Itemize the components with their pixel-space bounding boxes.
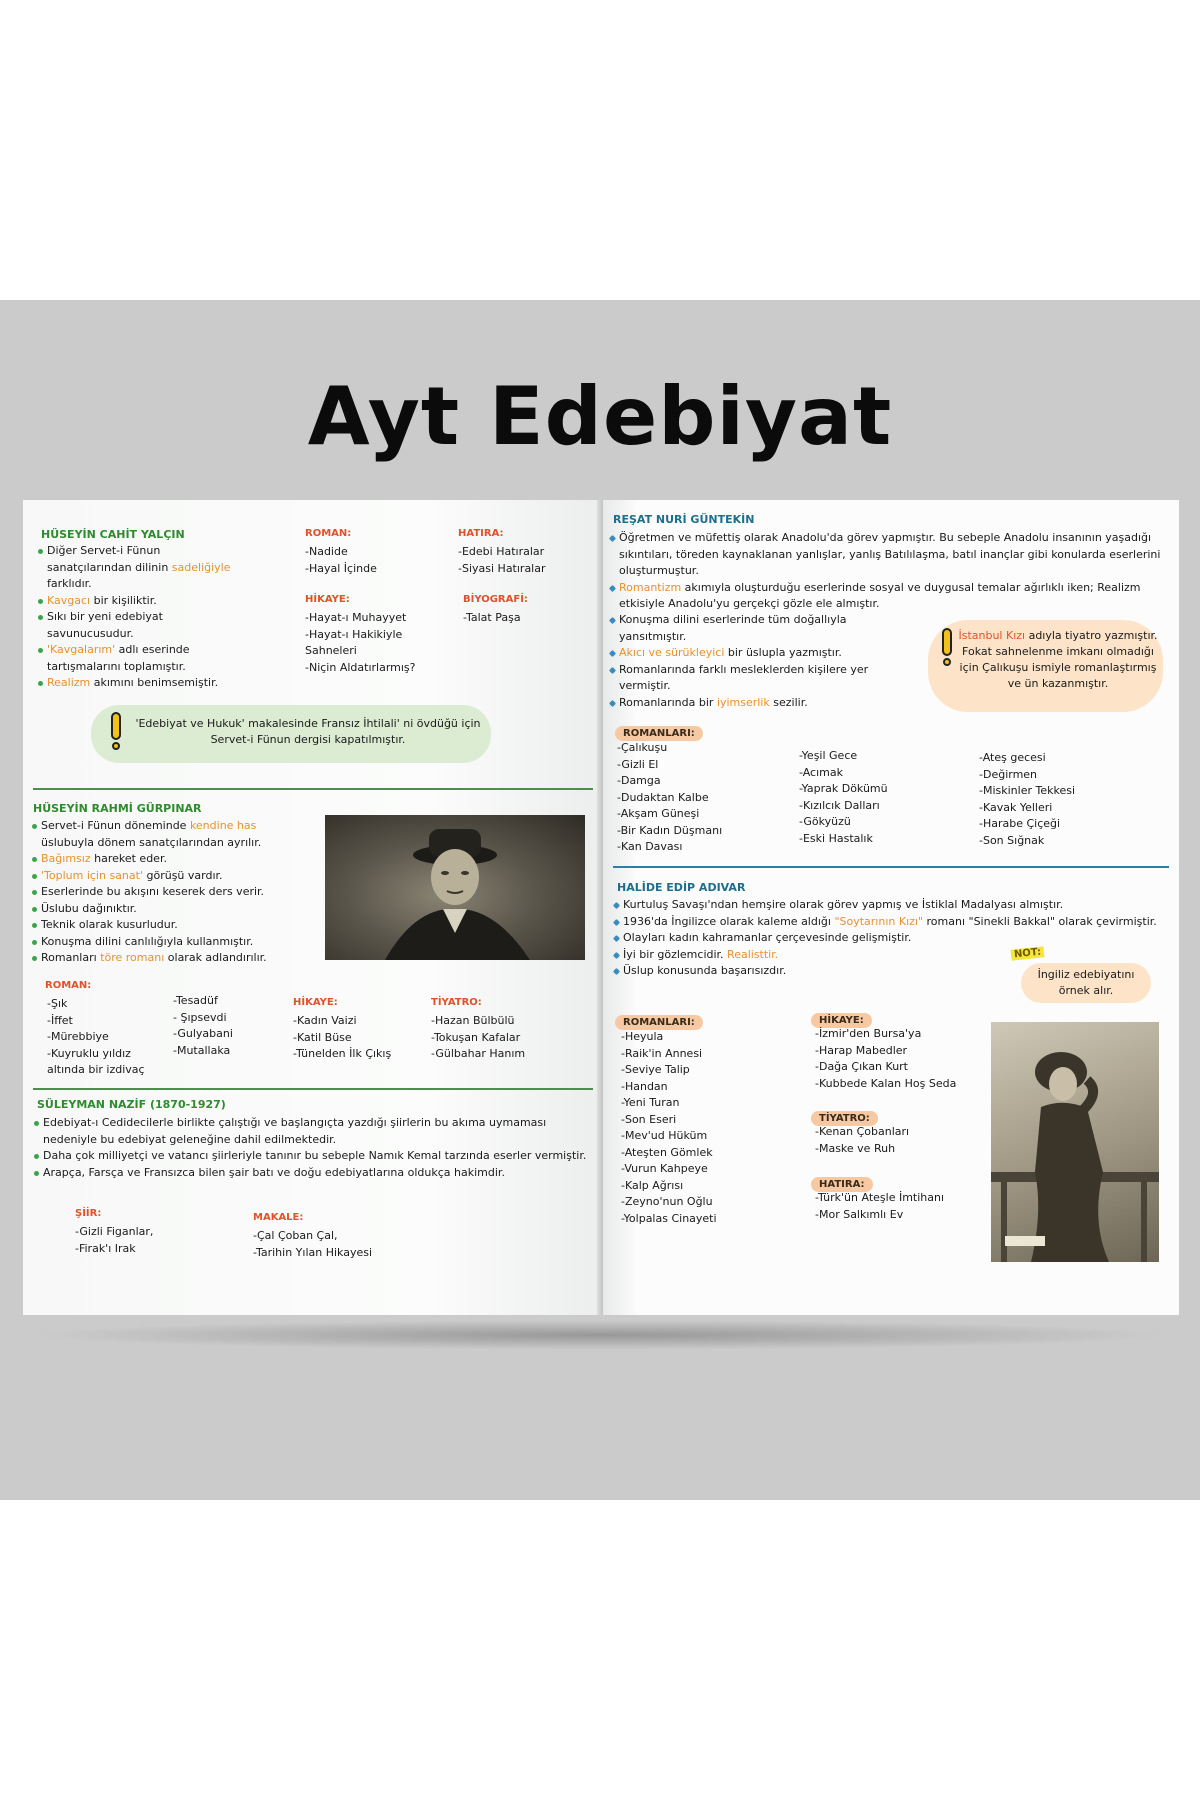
bullet-item: Romantizm akımıyla oluşturduğu eserlerinde sosyal ve duygusal temalar ağırlıklı iken; Realizm etkisiyle Anadolu'yu gerçekçi gözle ele almıştır. (609, 580, 1164, 613)
hcy-biyografi-list (463, 610, 521, 627)
list-item: -Mor Salkımlı Ev (815, 1207, 904, 1221)
highlight-text: 'Toplum için sanat' (41, 868, 143, 882)
sn-heading: SÜLEYMAN NAZİF (1870-1927) (37, 1098, 226, 1111)
sn-makale-list (253, 1228, 372, 1261)
rng-romanlari-label: ROMANLARI: (615, 726, 703, 741)
hcy-roman-list (305, 544, 377, 577)
hea-tiyatro-list (815, 1124, 909, 1157)
list-item: -Acımak (799, 765, 843, 779)
sn-bullets (33, 1115, 588, 1181)
bullet-item: Diğer Servet-i Fünun sanatçılarından dilinin sadeliğiyle farklıdır. (37, 543, 247, 593)
highlight-text: Akıcı ve sürükleyici (619, 646, 725, 659)
bullet-item: Bağımsız hareket eder. (31, 851, 291, 868)
bullet-item: 'Toplum için sanat' görüşü vardır. (31, 868, 291, 885)
list-item: -Raik'in Annesi (621, 1046, 703, 1060)
list-item: -Hayal İçinde (305, 561, 377, 575)
bullet-item: Romanlarında bir iyimserlik sezilir. (609, 695, 899, 712)
rng-bullets-bottom (609, 612, 899, 711)
portrait-hea-art (991, 1022, 1159, 1262)
bullet-item: Sıkı bir yeni edebiyat savunucusudur. (37, 609, 247, 642)
list-item: -Hazan Bülbülü (431, 1014, 515, 1027)
list-item: -Eski Hastalık (799, 831, 873, 845)
section-divider (33, 1088, 593, 1090)
list-item: -Gulyabani (173, 1027, 233, 1040)
list-item: -Kavak Yelleri (979, 800, 1053, 814)
bullet-item: Arapça, Farsça ve Fransızca bilen şair batı ve doğu edebiyatlarına oldukça hakimdir. (33, 1165, 588, 1182)
portrait-hea (991, 1022, 1159, 1262)
list-item: -Dağa Çıkan Kurt (815, 1060, 908, 1073)
sn-siir-list (75, 1224, 153, 1257)
hea-hikaye-pill (811, 1008, 872, 1028)
section-divider (613, 866, 1169, 868)
hea-romanlari-label: ROMANLARI: (615, 1015, 703, 1030)
list-item: -Tarihin Yılan Hikayesi (253, 1245, 373, 1259)
list-item: -Talat Paşa (463, 611, 521, 624)
right-page (603, 500, 1179, 1315)
bullet-item: Realizm akımını benimsemiştir. (37, 675, 247, 692)
list-item: -Dudaktan Kalbe (617, 790, 709, 804)
book-shadow (30, 1320, 1170, 1350)
list-item: -Kenan Çobanları (815, 1125, 910, 1138)
bullet-item: 1936'da İngilizce olarak kaleme aldığı "Soytarının Kızı" romanı "Sinekli Bakkal" olarak çevirmiştir. (613, 914, 1168, 931)
rng-note-highlight: İstanbul Kızı (958, 629, 1026, 642)
list-item: -Nadide (305, 545, 348, 558)
hea-heading: HALİDE EDİP ADIVAR (617, 881, 746, 894)
list-item: -İzmir'den Bursa'ya (815, 1027, 922, 1040)
highlight-text: iyimserlik (716, 695, 770, 709)
rng-heading: REŞAT NURİ GÜNTEKİN (613, 513, 755, 526)
highlight-text: sadeliğiyle (171, 560, 231, 574)
hcy-biyografi-label: BİYOGRAFİ: (463, 594, 528, 605)
hea-hatira-pill (811, 1172, 873, 1192)
rng-bullets-top (609, 530, 1164, 613)
highlight-text: Bağımsız (41, 852, 91, 865)
bullet-item: Romanları töre romanı olarak adlandırılır. (31, 950, 291, 967)
hea-not-tag: NOT: (1011, 946, 1045, 960)
list-item: -Handan (621, 1079, 668, 1093)
list-item: -Son Eseri (621, 1112, 677, 1126)
hrg-bullets (31, 818, 291, 967)
list-item: altında bir izdivaç (47, 1063, 145, 1076)
rng-romanlari-pill (615, 721, 703, 741)
list-item: -Firak'ı Irak (75, 1241, 136, 1255)
highlight-text: kendine has (189, 819, 257, 832)
hrg-tiyatro-list (431, 1013, 525, 1063)
hea-hatira-label: HATIRA: (811, 1177, 873, 1192)
highlight-text: Realisttir. (727, 947, 779, 961)
list-item: -Gökyüzü (799, 815, 851, 828)
list-item: -Akşam Güneşi (617, 807, 700, 820)
list-item: -Çalıkuşu (617, 741, 668, 754)
hrg-tiyatro-label: TİYATRO: (431, 997, 482, 1008)
list-item: -Seviye Talip (621, 1063, 690, 1076)
list-item: -Mev'ud Hüküm (621, 1129, 708, 1142)
sn-siir-label: ŞİİR: (75, 1208, 102, 1219)
rng-note-text (958, 628, 1158, 692)
portrait-hrg (325, 815, 585, 960)
left-page (23, 500, 603, 1315)
list-item: -Kubbede Kalan Hoş Seda (815, 1076, 957, 1090)
list-item: -Kadın Vaizi (293, 1014, 357, 1027)
hea-hatira-list (815, 1190, 944, 1223)
hrg-heading: HÜSEYİN RAHMİ GÜRPINAR (33, 802, 202, 815)
list-item: -Ateşten Gömlek (621, 1145, 713, 1159)
bullet-item: 'Kavgalarım' adlı eserinde tartışmalarını toplamıştır. (37, 642, 247, 675)
list-item: -Harap Mabedler (815, 1043, 908, 1057)
bullet-item: Öğretmen ve müfettiş olarak Anadolu'da görev yapmıştır. Bu sebeple Anadolu insanının yaşadığı sıkıntıları, töreden kaynaklanan yanlışlar, yanlış Batılılaşma, batıl inançlar gibi konularda eserlerini oluşturmuştur. (609, 530, 1164, 580)
page-title: Ayt Edebiyat (307, 370, 893, 463)
bullet-item: Kavgacı bir kişiliktir. (37, 593, 247, 610)
list-item: -Kan Davası (617, 840, 683, 853)
rng-note-body: adıyla tiyatro yazmıştır. Fokat sahnelenme imkanı olmadığı için Çalıkuşu ismiyle romanlaştırmış ve ün kazanmıştır. (959, 629, 1158, 690)
hea-tiyatro-label: TİYATRO: (811, 1111, 878, 1126)
list-item: -Gizli El (617, 757, 659, 771)
highlight-text: Kavgacı (47, 593, 91, 607)
list-item: -Mürebbiye (47, 1030, 109, 1043)
bullet-item: Daha çok milliyetçi ve vatancı şiirleriyle tanınır bu sebeple Namık Kemal tarzında eserler vermiştir. (33, 1148, 588, 1165)
hea-not-text: İngiliz edebiyatını örnek alır. (1037, 968, 1135, 997)
hrg-hikaye-list (293, 1013, 391, 1063)
bullet-item: Konuşma dilini canlılığıyla kullanmıştır. (31, 934, 291, 951)
bullet-item: Üslup konusunda başarısızdır. (613, 963, 1168, 980)
list-item: - Şıpsevdi (173, 1010, 227, 1024)
hrg-hikaye-label: HİKAYE: (293, 997, 338, 1008)
hcy-hikaye-list (305, 610, 416, 676)
list-item: -Tokuşan Kafalar (431, 1030, 521, 1044)
highlight-text: 'Kavgalarım' (47, 643, 116, 656)
hcy-hikaye-label: HİKAYE: (305, 594, 350, 605)
list-item: -Damga (617, 774, 661, 787)
hea-hikaye-list (815, 1026, 956, 1092)
list-item: -Vurun Kahpeye (621, 1162, 708, 1175)
bullet-item: Akıcı ve sürükleyici bir üslupla yazmıştır. (609, 645, 899, 662)
bullet-item: İyi bir gözlemcidir. Realisttir. (613, 947, 1168, 964)
rng-romanlar-col-3 (979, 750, 1075, 849)
exclamation-icon (109, 712, 123, 750)
exclamation-icon (940, 628, 954, 666)
list-item: -Zeyno'nun Oğlu (621, 1195, 713, 1208)
bullet-item: Konuşma dilini eserlerinde tüm doğallıyla yansıtmıştır. (609, 612, 899, 645)
list-item: -Gülbahar Hanım (431, 1047, 526, 1060)
list-item: -Yaprak Dökümü (799, 782, 888, 795)
list-item: Sahneleri (305, 644, 357, 657)
list-item: -Tesadüf (173, 994, 218, 1007)
list-item: -Heyula (621, 1030, 664, 1043)
list-item: -Çal Çoban Çal, (253, 1229, 338, 1242)
hcy-heading: HÜSEYİN CAHİT YALÇIN (41, 528, 185, 541)
list-item: -Yeni Turan (621, 1096, 680, 1109)
bullet-item: Romanlarında farklı mesleklerden kişilere yer vermiştir. (609, 662, 899, 695)
hea-tiyatro-pill (811, 1106, 878, 1126)
bullet-item: Eserlerinde bu akışını keserek ders verir. (31, 884, 291, 901)
list-item: -Hayat-ı Hakikiyle (305, 627, 403, 641)
list-item: -İffet (47, 1013, 73, 1027)
list-item: -Türk'ün Ateşle İmtihanı (815, 1191, 945, 1204)
bullet-item: Kurtuluş Savaşı'ndan hemşire olarak görev yapmış ve İstiklal Madalyası almıştır. (613, 897, 1168, 914)
list-item: -Maske ve Ruh (815, 1141, 896, 1155)
rng-romanlar-col-2 (799, 748, 888, 847)
list-item: -Harabe Çiçeği (979, 817, 1061, 830)
hrg-roman-list-2 (173, 993, 233, 1059)
list-item: -Tünelden İlk Çıkış (293, 1047, 392, 1060)
list-item: -Mutallaka (173, 1043, 231, 1057)
list-item: -Kuyruklu yıldız (47, 1046, 131, 1060)
list-item: -Kızılcık Dalları (799, 798, 880, 812)
list-item: -Yolpalas Cinayeti (621, 1211, 717, 1225)
list-item: -Katil Büse (293, 1030, 352, 1044)
list-item: -Ateş gecesi (979, 751, 1046, 764)
portrait-hrg-art (325, 815, 585, 960)
list-item: -Bir Kadın Düşmanı (617, 823, 723, 837)
list-item: -Niçin Aldatırlarmış? (305, 660, 416, 674)
list-item: -Gizli Figanlar, (75, 1225, 154, 1238)
bullet-item: Teknik olarak kusurludur. (31, 917, 291, 934)
hcy-bullets (37, 543, 247, 692)
bullet-item: Servet-i Fünun döneminde kendine has üslubuyla dönem sanatçılarından ayrılır. (31, 818, 291, 851)
hea-hikaye-label: HİKAYE: (811, 1013, 872, 1028)
hcy-hatira-label: HATIRA: (458, 528, 504, 539)
list-item: -Siyasi Hatıralar (458, 561, 546, 575)
list-item: -Değirmen (979, 767, 1038, 781)
hcy-note-text: 'Edebiyat ve Hukuk' makalesinde Fransız İhtilali' ni övdüğü için Servet-i Fünun dergisi kapatılmıştır. (135, 717, 481, 746)
highlight-text: töre romanı (100, 951, 165, 964)
hea-romanlari-pill (615, 1010, 703, 1030)
bullet-item: Üslubu dağınıktır. (31, 901, 291, 918)
hea-romanlar-list (621, 1029, 717, 1227)
list-item: -Yeşil Gece (799, 749, 858, 762)
hcy-hatira-list (458, 544, 546, 577)
list-item: -Şık (47, 997, 68, 1010)
highlight-text: "Soytarının Kızı" (834, 914, 924, 928)
hrg-roman-list-1 (47, 996, 145, 1079)
bullet-item: Edebiyat-ı Cedidecilerle birlikte çalıştığı ve başlangıçta yazdığı şiirlerin bu akıma uymaması nedeniyle bu edebiyat geleneğine dahil edilmektedir. (33, 1115, 588, 1148)
sn-makale-label: MAKALE: (253, 1212, 304, 1223)
list-item: -Son Sığnak (979, 833, 1045, 847)
highlight-text: Realizm (47, 676, 91, 689)
rng-romanlar-col-1 (617, 740, 722, 856)
highlight-text: Romantizm (619, 580, 682, 594)
hrg-roman-label: ROMAN: (45, 980, 92, 991)
list-item: -Hayat-ı Muhayyet (305, 611, 407, 624)
list-item: -Miskinler Tekkesi (979, 784, 1076, 797)
hcy-roman-label: ROMAN: (305, 528, 352, 539)
bullet-item: Olayları kadın kahramanlar çerçevesinde gelişmiştir. (613, 930, 1168, 947)
list-item: -Kalp Ağrısı (621, 1178, 684, 1192)
section-divider (33, 788, 593, 790)
list-item: -Edebi Hatıralar (458, 545, 545, 558)
